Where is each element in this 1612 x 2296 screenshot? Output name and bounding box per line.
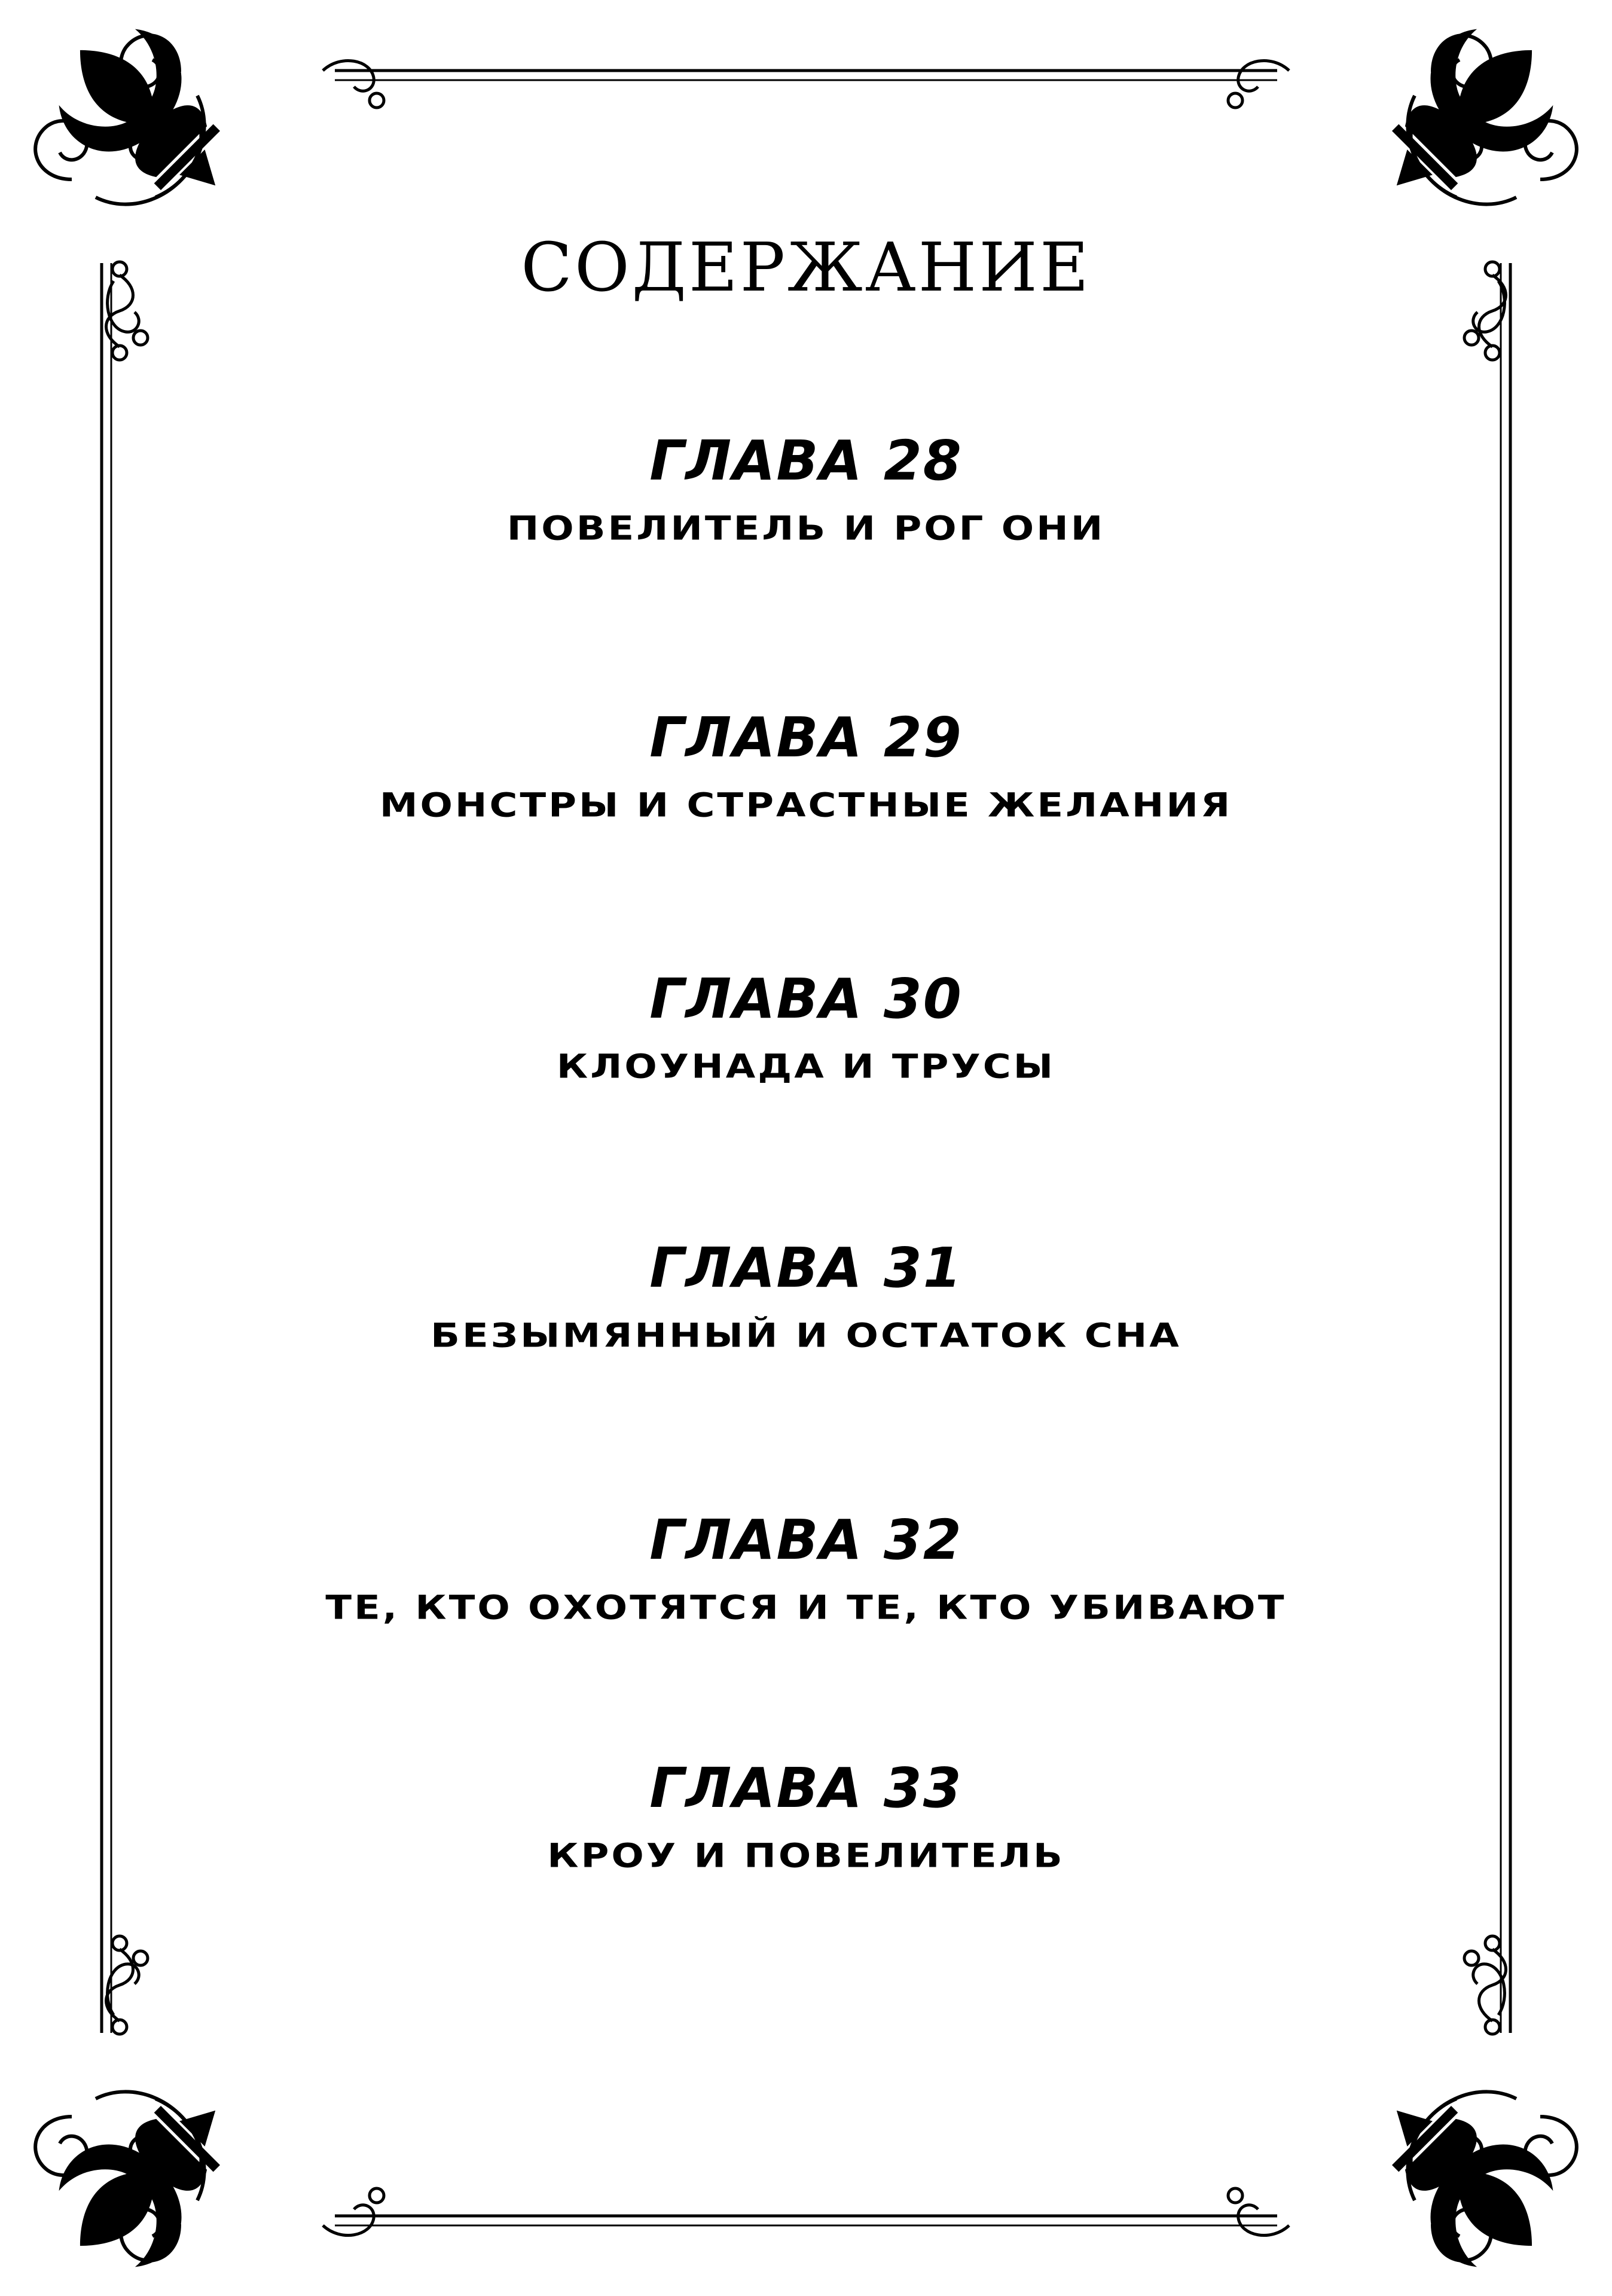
chapter-number: ГЛАВА 28 <box>649 429 963 493</box>
toc-entry-32 <box>179 1508 1433 1630</box>
chapter-number: ГЛАВА 32 <box>649 1508 963 1572</box>
toc-list <box>179 0 1433 2296</box>
toc-entry-29 <box>179 706 1433 828</box>
chapter-title: ТЕ, КТО ОХОТЯТСЯ И ТЕ, КТО УБИВАЮТ <box>325 1589 1287 1628</box>
chapter-title: БЕЗЫМЯННЫЙ И ОСТАТОК СНА <box>431 1317 1181 1355</box>
toc-entry-33 <box>179 1756 1433 1878</box>
page-title: СОДЕРЖАНИЕ <box>521 229 1091 307</box>
toc-entry-28 <box>179 429 1433 551</box>
toc-entry-31 <box>179 1236 1433 1358</box>
chapter-title: КРОУ И ПОВЕЛИТЕЛЬ <box>547 1837 1065 1876</box>
chapter-title: КЛОУНАДА И ТРУСЫ <box>556 1048 1056 1086</box>
chapter-number: ГЛАВА 31 <box>649 1236 963 1300</box>
chapter-number: ГЛАВА 33 <box>649 1756 963 1820</box>
toc-entry-30 <box>179 967 1433 1089</box>
chapter-title: ПОВЕЛИТЕЛЬ И РОГ ОНИ <box>506 509 1106 548</box>
chapter-number: ГЛАВА 30 <box>649 967 963 1031</box>
chapter-title: МОНСТРЫ И СТРАСТНЫЕ ЖЕЛАНИЯ <box>379 786 1233 825</box>
chapter-number: ГЛАВА 29 <box>649 706 963 770</box>
